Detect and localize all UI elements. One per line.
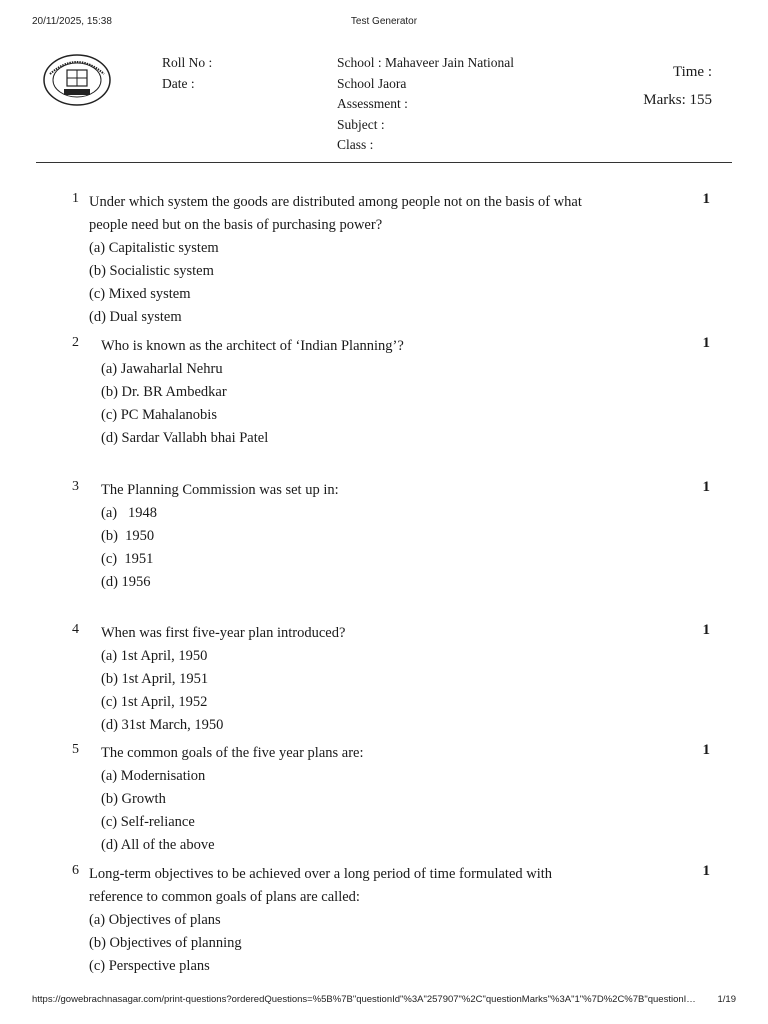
page-number: 1/19 xyxy=(717,994,736,1005)
print-header xyxy=(32,16,736,30)
time-label: Time : xyxy=(672,64,712,80)
date-label: Date : xyxy=(162,75,195,91)
school-name-line1: School : Mahaveer Jain National xyxy=(337,55,514,70)
question-marks: 1 xyxy=(702,863,710,879)
option-a: (a) Capitalistic system xyxy=(89,240,219,256)
question-number: 3 xyxy=(72,479,79,494)
option-a: (a) Jawaharlal Nehru xyxy=(101,361,223,377)
print-datetime: 20/11/2025, 15:38 xyxy=(32,16,112,27)
option-d: (d) 1956 xyxy=(101,574,151,590)
question-marks: 1 xyxy=(702,335,710,351)
question-text: Who is known as the architect of ‘Indian Planning’? xyxy=(101,338,404,354)
option-d: (d) Dual system xyxy=(89,309,182,325)
options-list xyxy=(101,502,157,594)
student-info xyxy=(162,53,212,94)
option-c: (c) 1951 xyxy=(101,551,154,567)
question-number: 5 xyxy=(72,742,79,757)
option-c: (c) PC Mahalanobis xyxy=(101,407,217,423)
option-c: (c) Self-reliance xyxy=(101,814,195,830)
roll-no-label: Roll No : xyxy=(162,55,213,70)
question-marks: 1 xyxy=(702,191,710,207)
question-marks: 1 xyxy=(702,479,710,495)
question-text: When was first five-year plan introduced? xyxy=(101,625,346,641)
class-label: Class : xyxy=(337,137,374,152)
school-name-line2: School Jaora xyxy=(337,75,407,91)
question-number: 2 xyxy=(72,335,79,350)
question-text: The Planning Commission was set up in: xyxy=(101,482,339,498)
header-divider xyxy=(36,162,732,163)
question-marks: 1 xyxy=(702,742,710,758)
options-list xyxy=(89,237,219,329)
option-d: (d) Sardar Vallabh bhai Patel xyxy=(101,430,269,446)
exam-info xyxy=(643,58,712,114)
print-title: Test Generator xyxy=(350,16,418,27)
options-list xyxy=(101,645,223,737)
school-info xyxy=(337,53,537,156)
subject-label: Subject : xyxy=(337,116,385,132)
option-a: (a) Objectives of plans xyxy=(89,912,221,928)
options-list xyxy=(101,765,215,857)
option-a: (a) 1948 xyxy=(101,505,157,521)
option-a: (a) 1st April, 1950 xyxy=(101,648,208,664)
question-number: 4 xyxy=(72,622,79,637)
option-c: (c) 1st April, 1952 xyxy=(101,694,208,710)
question-text: Under which system the goods are distributed among people not on the basis of what people need but on the basis of purchasing power? xyxy=(89,194,582,233)
option-b: (b) Dr. BR Ambedkar xyxy=(101,384,227,400)
option-a: (a) Modernisation xyxy=(101,768,206,784)
option-b: (b) Objectives of planning xyxy=(89,935,242,951)
question-marks: 1 xyxy=(702,622,710,638)
options-list xyxy=(89,909,242,978)
assessment-label: Assessment : xyxy=(337,96,408,111)
marks-label: Marks: 155 xyxy=(643,92,712,108)
option-b: (b) Socialistic system xyxy=(89,263,214,279)
question-text: The common goals of the five year plans are: xyxy=(101,745,364,761)
option-d: (d) 31st March, 1950 xyxy=(101,717,224,733)
option-c: (c) Mixed system xyxy=(89,286,191,302)
option-b: (b) 1950 xyxy=(101,528,155,544)
option-b: (b) 1st April, 1951 xyxy=(101,671,209,687)
print-footer xyxy=(32,994,736,1008)
option-d: (d) All of the above xyxy=(101,837,215,853)
question-number: 6 xyxy=(72,863,79,878)
print-url: https://gowebrachnasagar.com/print-questions?orderedQuestions=%5B%7B"questionId"%3A"257907"%2C"questionMarks"%3A"1"%7D%2C%7B"questionI… xyxy=(32,994,696,1005)
question-text: Long-term objectives to be achieved over a long period of time formulated with reference to common goals of plans are called: xyxy=(89,866,553,905)
school-logo xyxy=(42,52,112,108)
question-number: 1 xyxy=(72,191,79,206)
option-c: (c) Perspective plans xyxy=(89,958,210,974)
option-b: (b) Growth xyxy=(101,791,166,807)
options-list xyxy=(101,358,268,450)
